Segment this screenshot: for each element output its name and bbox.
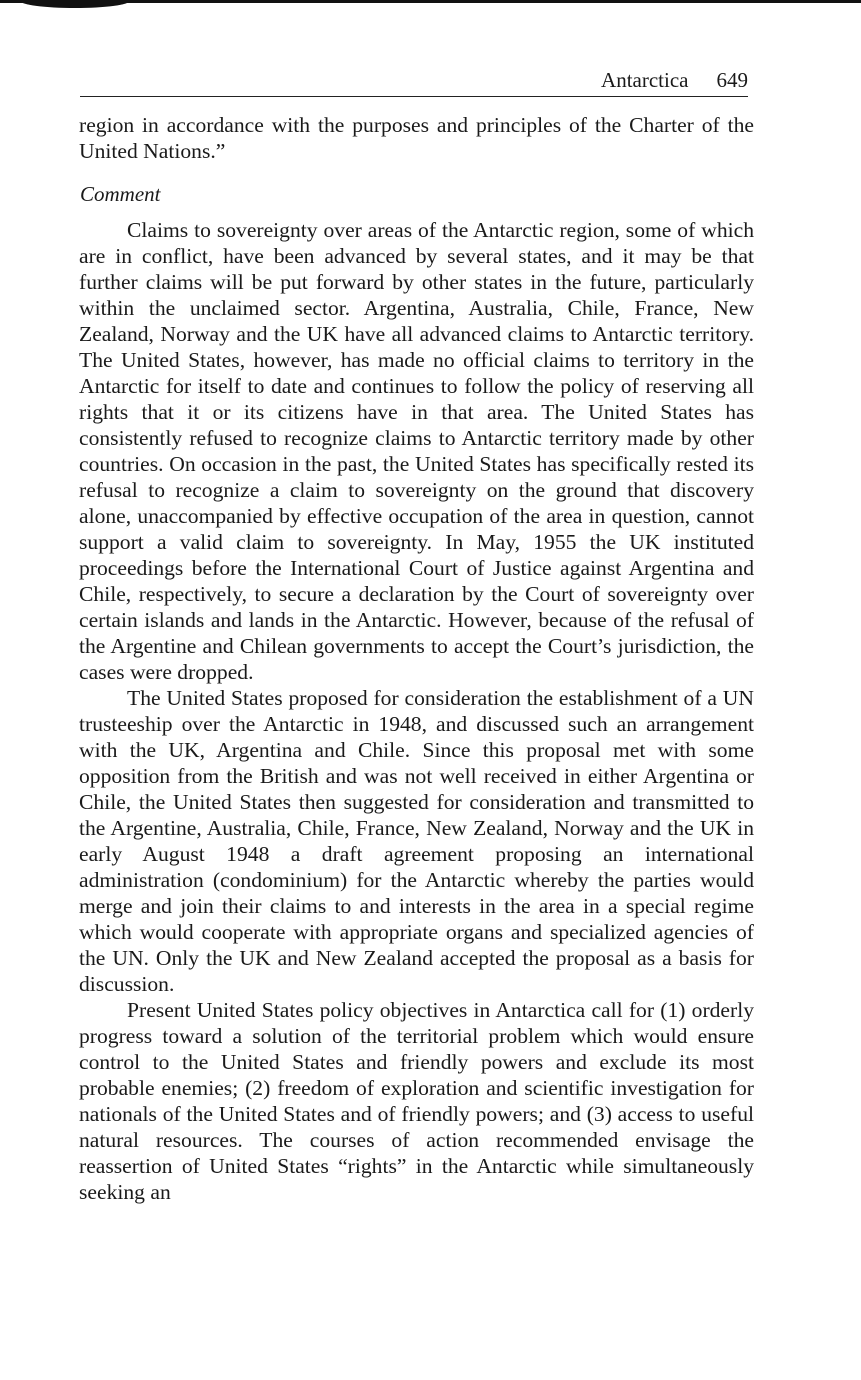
page-number: 649 (716, 68, 748, 92)
continuation-block (79, 112, 754, 164)
paragraph-trusteeship-proposal: The United States proposed for consideration the establishment of a UN trusteeship over the Antarctic in 1948, and discussed such an arrangement with the UK, Argentina and Chile. Since this proposal met with some opposition from the British and was not well received in either Argentina or Chile, the United States then suggested for consideration and transmitted to the Argentine, Australia, Chile, France, New Zealand, Norway and the UK in early August 1948 a draft agreement proposing an international administration (condominium) for the Antarctic whereby the parties would merge and join their claims to and interests in the area in a special regime which would cooperate with appropriate organs and specialized agencies of the UN. Only the UK and New Zealand accepted the proposal as a basis for discussion. (79, 686, 754, 996)
running-title: Antarctica (601, 68, 689, 92)
paragraph-sovereignty-claims: Claims to sovereignty over areas of the Antarctic region, some of which are in conflict, have been advanced by several states, and it may be that further claims will be put forward by other states in the future, particularly within the unclaimed sector. Argentina, Australia, Chile, France, New Zealand, Norway and the UK have all advanced claims to Antarctic territory. The United States, however, has made no official claims to territory in the Antarctic for itself to date and continues to follow the policy of reserving all rights that it or its citizens have in that area. The United States has consistently refused to recognize claims to Antarctic territory made by other countries. On occasion in the past, the United States has specifically rested its refusal to recognize a claim to sovereignty on the ground that discovery alone, unaccompanied by effective occupation of the area in question, cannot support a valid claim to sovereignty. In May, 1955 the UK instituted proceedings before the International Court of Justice against Argentina and Chile, respectively, to secure a declaration by the Court of sovereignty over certain islands and lands in the Antarctic. However, because of the refusal of the Argentine and Chilean governments to accept the Court’s jurisdiction, the cases were dropped. (79, 218, 754, 684)
body-text (79, 217, 754, 1205)
section-heading: Comment (80, 182, 161, 206)
paragraph-policy-objectives: Present United States policy objectives in Antarctica call for (1) orderly progress toward a solution of the territorial problem which would ensure control to the United States and friendly powers and exclude its most probable enemies; (2) freedom of exploration and scientific investigation for nationals of the United States and of friendly powers; and (3) access to useful natural resources. The courses of action recommended envisage the reassertion of United States “rights” in the Antarctic while simultaneously seeking an (79, 998, 754, 1204)
running-head (80, 68, 748, 97)
scan-edge-mark (20, 0, 130, 8)
continuation-paragraph: region in accordance with the purposes and principles of the Charter of the United Nations.” (79, 113, 754, 163)
